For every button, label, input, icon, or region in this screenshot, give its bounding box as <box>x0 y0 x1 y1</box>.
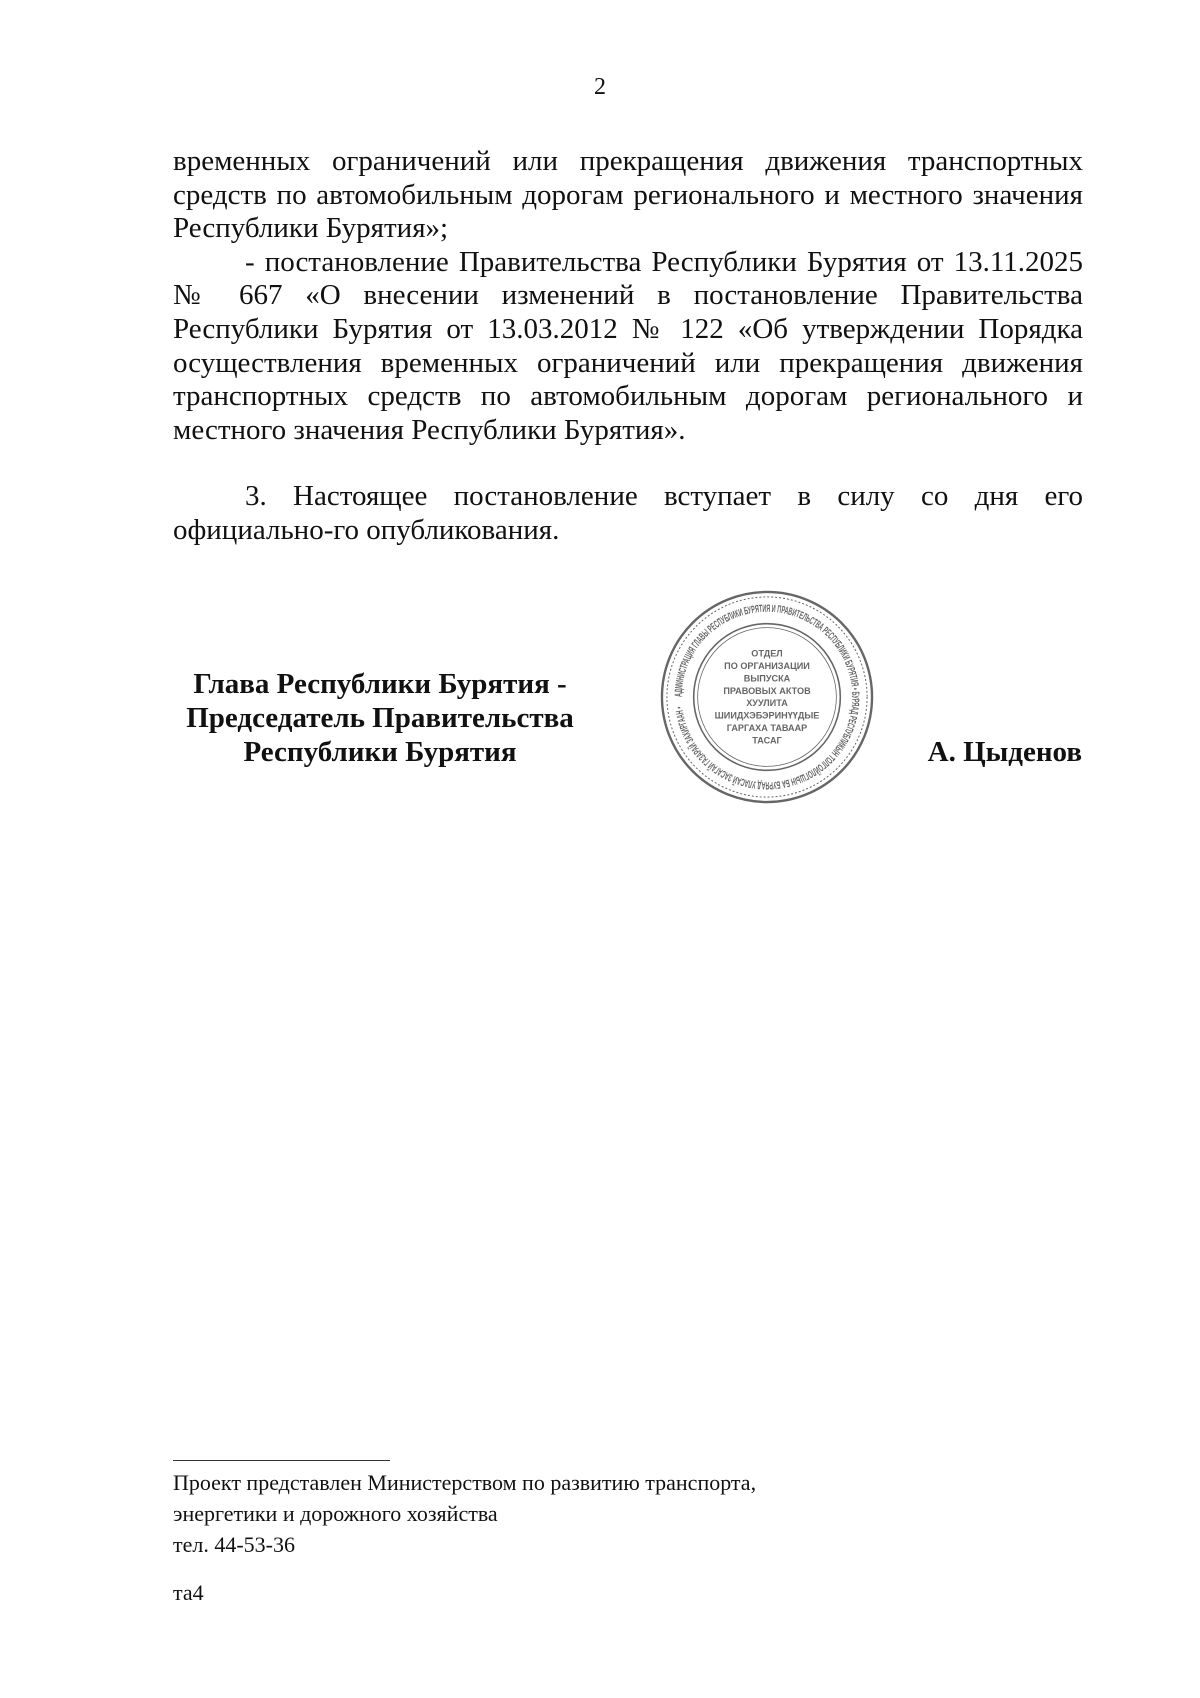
signatory-title-line: Председатель Правительства <box>186 702 574 734</box>
svg-text:ВЫПУСКА: ВЫПУСКА <box>743 673 791 684</box>
svg-text:ШИИДХЭБЭРИНҮҮДЫЕ: ШИИДХЭБЭРИНҮҮДЫЕ <box>714 710 820 721</box>
svg-text:АДМИНИСТРАЦИЯ ГЛАВЫ РЕСПУБЛИКИ: АДМИНИСТРАЦИЯ ГЛАВЫ РЕСПУБЛИКИ БУРЯТИЯ И ПРАВИТЕЛЬСТВА РЕСПУБЛИКИ БУРЯТИЯ • БУРЯАД РЕСПУБЛИКЫН ТОЛГОЙЛОГШЫН БА БУРЯАД УЛАСАЙ ЗАСАГАЙ ГАЗАРАЙ ЗАХИРГААН • <box>672 602 862 792</box>
footnote-phone: тел. 44-53-36 <box>173 1532 296 1557</box>
signatory-title <box>160 667 600 769</box>
svg-text:ОТДЕЛ: ОТДЕЛ <box>751 648 783 659</box>
svg-text:ГАРГАХА ТАВААР: ГАРГАХА ТАВААР <box>726 722 808 733</box>
signatory-name: А. Цыденов <box>927 736 1082 768</box>
svg-text:ПО ОРГАНИЗАЦИИ: ПО ОРГАНИЗАЦИИ <box>724 661 810 672</box>
signatory-title-line: Республики Бурятия <box>243 736 517 768</box>
footnote <box>173 1467 873 1560</box>
paragraph-continuation: временных ограничений или прекращения движения транспортных средств по автомобильным дорогам регионального и местного значения Республики Бурятия»; <box>173 145 1083 245</box>
page-number: 2 <box>594 74 606 100</box>
signatory-title-line: Глава Республики Бурятия - <box>193 668 567 700</box>
svg-text:ТАСАГ: ТАСАГ <box>752 735 782 746</box>
footnote-line: энергетики и дорожного хозяйства <box>173 1501 498 1526</box>
document-code: та4 <box>173 1580 204 1605</box>
footnote-divider <box>173 1460 390 1461</box>
document-body <box>173 145 1083 548</box>
footnote-line: Проект представлен Министерством по развитию транспорта, <box>173 1470 757 1495</box>
paragraph-resolution-667: - постановление Правительства Республики Бурятия от 13.11.2025 № 667 «О внесении изменений в постановление Правительства Республики Бурятия от 13.03.2012 № 122 «Об утверждении Порядка осуществления временных ограничений или прекращения движения транспортных средств по автомобильным дорогам регионального и местного значения Республики Бурятия». <box>173 245 1083 446</box>
svg-text:ХУУЛИТА: ХУУЛИТА <box>746 698 788 709</box>
svg-text:ПРАВОВЫХ АКТОВ: ПРАВОВЫХ АКТОВ <box>723 685 811 696</box>
paragraph-effective-date: 3. Настоящее постановление вступает в силу со дня его официально-го опубликования. <box>173 480 1083 546</box>
official-seal-stamp <box>658 588 876 806</box>
